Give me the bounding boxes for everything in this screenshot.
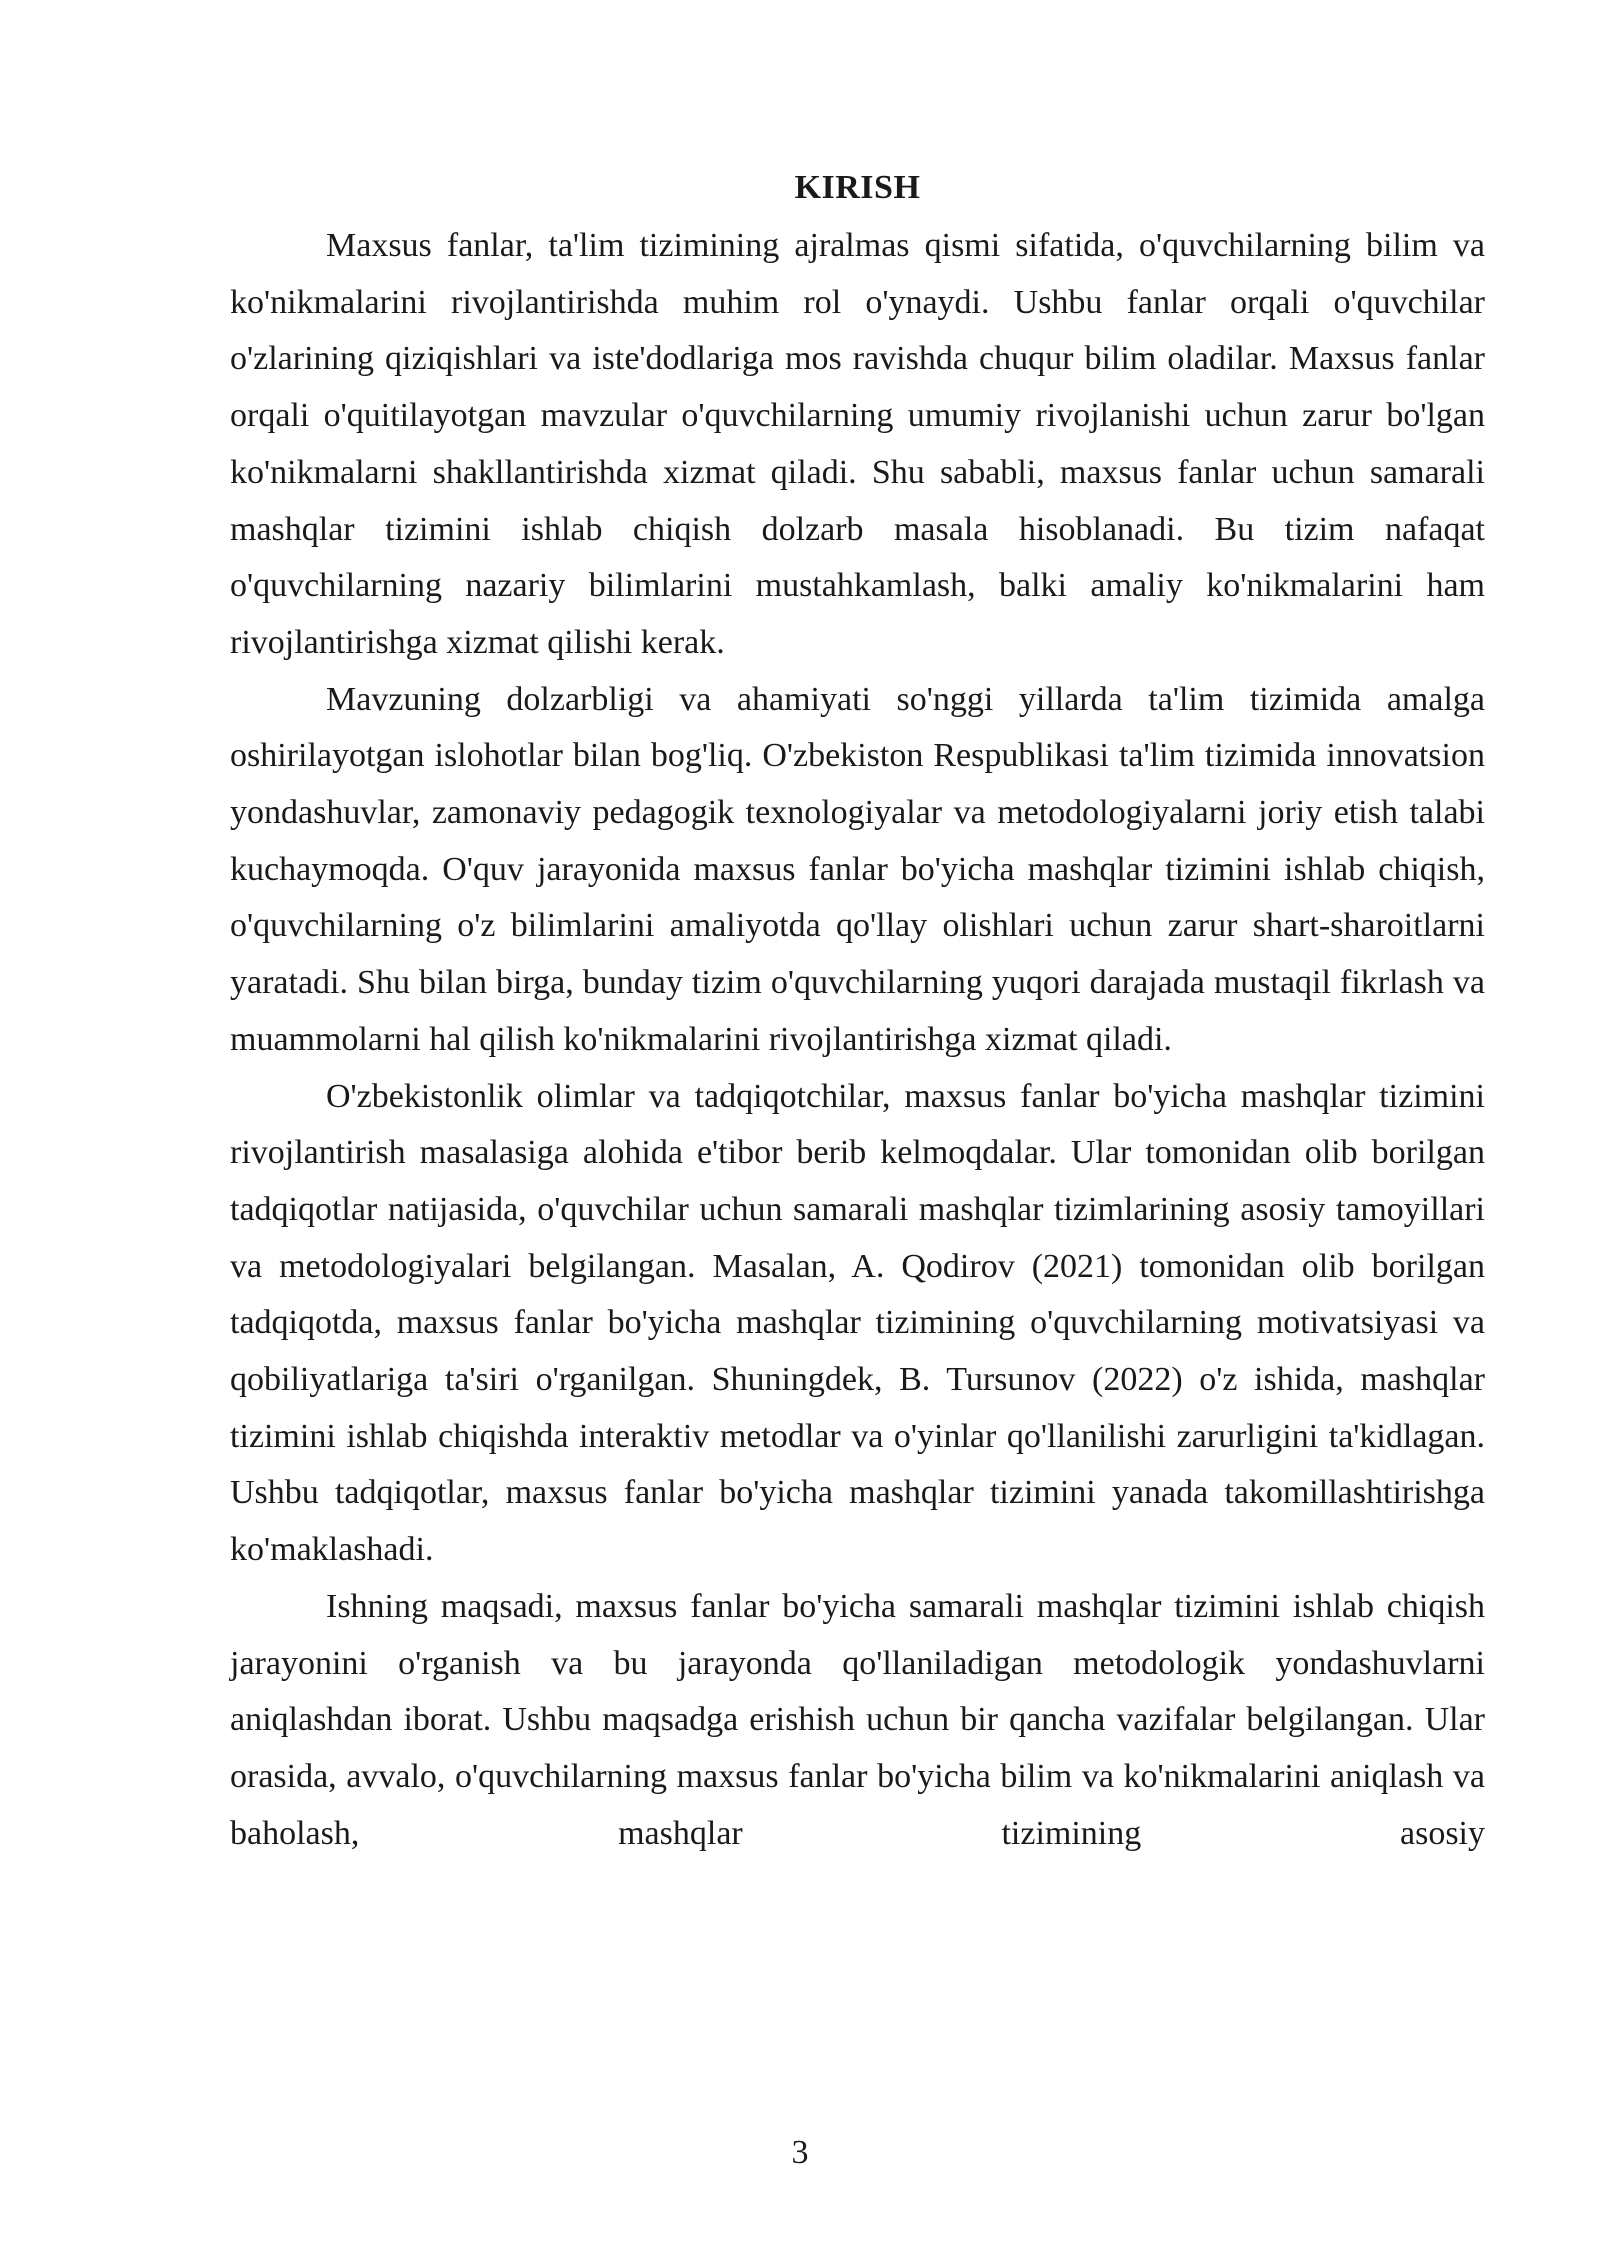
- paragraph-research: O'zbekistonlik olimlar va tadqiqotchilar, maxsus fanlar bo'yicha mashqlar tizimini rivojlantirish masalasiga alohida e'tibor berib kelmoqdalar. Ular tomonidan olib borilgan tadqiqotlar natijasida, o'quvchilar uchun samarali mashqlar tizimlarining asosiy tamoyillari va metodologiyalari belgilangan. Masalan, A. Qodirov (2021) tomonidan olib borilgan tadqiqotda, maxsus fanlar bo'yicha mashqlar tizimining o'quvchilarning motivatsiyasi va qobiliyatlariga ta'siri o'rganilgan. Shuningdek, B. Tursunov (2022) o'z ishida, mashqlar tizimini ishlab chiqishda interaktiv metodlar va o'yinlar qo'llanilishi zarurligini ta'kidlagan. Ushbu tadqiqotlar, maxsus fanlar bo'yicha mashqlar tizimini yanada takomillashtirishga ko'maklashadi.: [230, 1077, 1485, 1569]
- paragraph-intro: Maxsus fanlar, ta'lim tizimining ajralmas qismi sifatida, o'quvchilarning bilim va ko'nikmalarini rivojlantirishda muhim rol o'ynaydi. Ushbu fanlar orqali o'quvchilar o'zlarining qiziqishlari va iste'dodlariga mos ravishda chuqur bilim oladilar. Maxsus fanlar orqali o'quitilayotgan mavzular o'quvchilarning umumiy rivojlanishi uchun zarur bo'lgan ko'nikmalarni shakllantirishda xizmat qiladi. Shu sababli, maxsus fanlar uchun samarali mashqlar tizimini ishlab chiqish dolzarb masala hisoblanadi. Bu tizim nafaqat o'quvchilarning nazariy bilimlarini mustahkamlash, balki amaliy ko'nikmalarini ham rivojlantirishga xizmat qilishi kerak.: [230, 227, 1485, 661]
- page-number: 3: [791, 2134, 809, 2171]
- document-page: [230, 160, 1485, 1862]
- paragraph-relevance: Mavzuning dolzarbligi va ahamiyati so'nggi yillarda ta'lim tizimida amalga oshirilayotgan islohotlar bilan bog'liq. O'zbekiston Respublikasi ta'lim tizimida innovatsion yondashuvlar, zamonaviy pedagogik texnologiyalar va metodologiyalarni joriy etish talabi kuchaymoqda. O'quv jarayonida maxsus fanlar bo'yicha mashqlar tizimini ishlab chiqish, o'quvchilarning o'z bilimlarini amaliyotda qo'llay olishlari uchun zarur shart-sharoitlarni yaratadi. Shu bilan birga, bunday tizim o'quvchilarning yuqori darajada mustaqil fikrlash va muammolarni hal qilish ko'nikmalarini rivojlantirishga xizmat qiladi.: [230, 680, 1485, 1058]
- paragraph-goal: Ishning maqsadi, maxsus fanlar bo'yicha samarali mashqlar tizimini ishlab chiqish jarayonini o'rganish va bu jarayonda qo'llaniladigan metodologik yondashuvlarni aniqlashdan iborat. Ushbu maqsadga erishish uchun bir qancha vazifalar belgilangan. Ular orasida, avvalo, o'quvchilarning maxsus fanlar bo'yicha bilim va ko'nikmalarini aniqlash va baholash, mashqlar tizimining asosiy: [230, 1587, 1485, 1852]
- section-heading: KIRISH: [794, 169, 921, 206]
